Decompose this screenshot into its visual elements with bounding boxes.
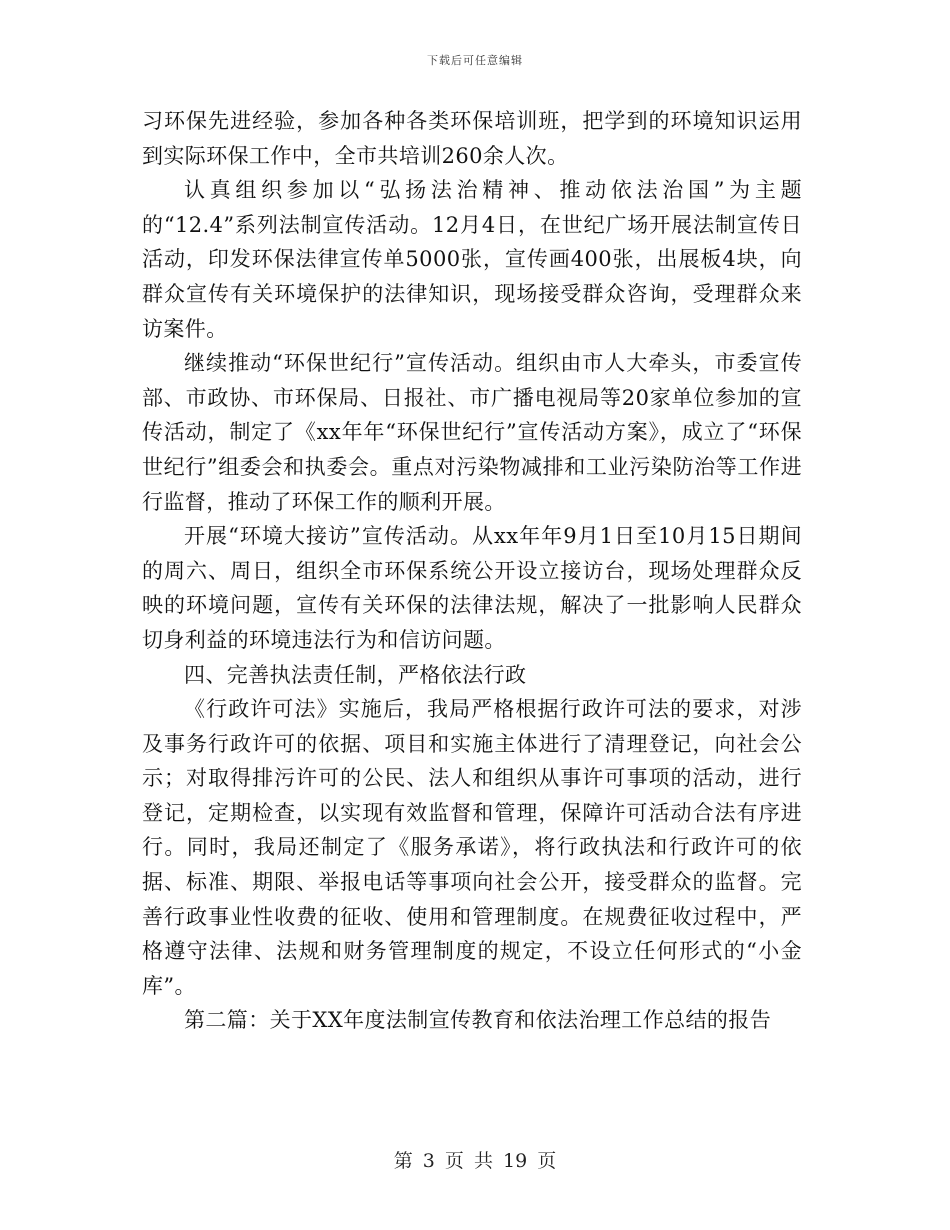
page-header: 下载后可任意编辑 — [427, 54, 523, 67]
document-body — [142, 104, 802, 1038]
section-heading-law-enforcement: 四、完善执法责任制，严格依法行政 — [184, 662, 527, 687]
paragraph-administrative-licensing: 《行政许可法》实施后，我局严格根据行政许可法的要求，对涉及事务行政许可的依据、项目和实施主体进行了清理登记，向社会公示；对取得排污许可的公民、法人和组织从事许可事项的活动，进行登记，定期检查，以实现有效监督和管理，保障许可活动合法有序进行。同时，我局还制定了《服务承诺》，将行政执法和行政许可的依据、标准、期限、举报电话等事项向社会公开，接受群众的监督。完善行政事业性收费的征收、使用和管理制度。在规费征收过程中，严格遵守法律、法规和财务管理制度的规定，不设立任何形式的“小金库”。 — [142, 697, 802, 998]
paragraph-env-century-tour: 继续推动“环保世纪行”宣传活动。组织由市人大牵头，市委宣传部、市政协、市环保局、日报社、市广播电视局等20家单位参加的宣传活动，制定了《xx年年“环保世纪行”宣传活动方案》，成立了“环保世纪行”组委会和执委会。重点对污染物减排和工业污染防治等工作进行监督，推动了环保工作的顺利开展。 — [142, 351, 802, 514]
paragraph-continuation: 习环保先进经验，参加各种各类环保培训班，把学到的环境知识运用到实际环保工作中，全市共培训260余人次。 — [142, 109, 802, 168]
chapter-title-second-article: 第二篇：关于XX年度法制宣传教育和依法治理工作总结的报告 — [184, 1008, 772, 1033]
paragraph-legal-publicity-day: 认真组织参加以“弘扬法治精神、推动依法治国”为主题的“12.4”系列法制宣传活动。12月4日，在世纪广场开展法制宣传日活动，印发环保法律宣传单5000张，宣传画400张，出展板4块，向群众宣传有关环境保护的法律知识，现场接受群众咨询，受理群众来访案件。 — [142, 178, 802, 341]
page-footer: 第 3 页 共 19 页 — [393, 1150, 557, 1172]
paragraph-env-visit-campaign: 开展“环境大接访”宣传活动。从xx年年9月1日至10月15日期间的周六、周日，组织全市环保系统公开设立接访台，现场处理群众反映的环境问题，宣传有关环保的法律法规，解决了一批影响人民群众切身利益的环境违法行为和信访问题。 — [142, 524, 802, 652]
